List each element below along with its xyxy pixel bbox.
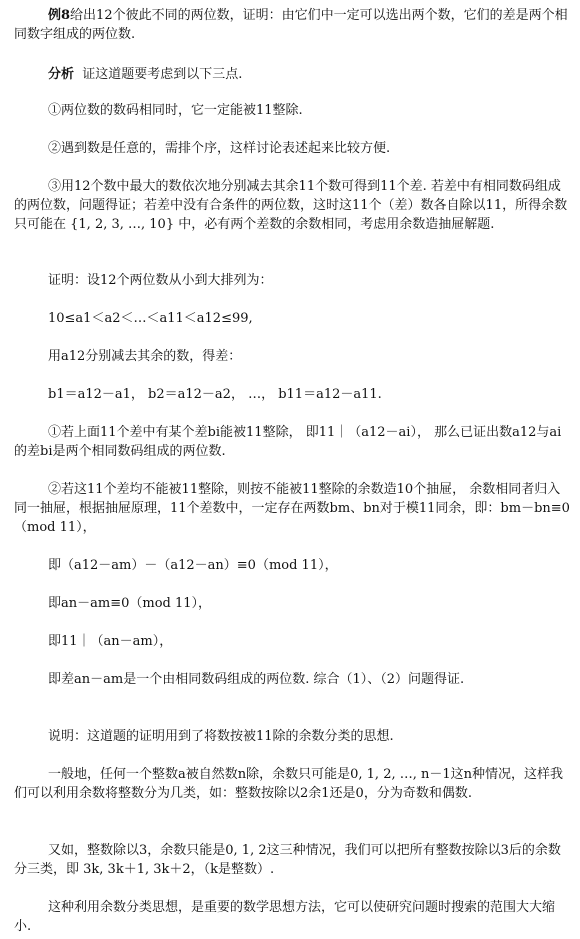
- example-paragraph: [14, 6, 570, 44]
- note-1: 说明：这道题的证明用到了将数按被11除的余数分类的思想.: [48, 729, 394, 744]
- proof-order: 10≤a1＜a2＜…＜a11＜a12≤99,: [48, 311, 253, 326]
- analysis-label: 分析: [48, 67, 75, 82]
- example-text: 给出12个彼此不同的两位数，证明：由它们中一定可以选出两个数，它们的差是两个相同数字组成的两位数.: [14, 8, 568, 42]
- proof-conclusion: 即差an－am是一个由相同数码组成的两位数. 综合（1）、（2）问题得证.: [48, 672, 465, 687]
- point-1: ①两位数的数码相同时，它一定能被11整除.: [48, 103, 303, 118]
- proof-intro: 证明：设12个两位数从小到大排列为：: [48, 273, 273, 288]
- point-2: ②遇到数是任意的，需排个序，这样讨论表述起来比较方便.: [48, 141, 391, 156]
- proof-subtract: 用a12分别减去其余的数，得差：: [48, 349, 242, 364]
- analysis-paragraph: [14, 65, 570, 84]
- proof-step-2: 即an－am≡0（mod 11），: [48, 596, 212, 611]
- proof-step-3: 即11｜（an－am），: [48, 634, 173, 649]
- note-4: 这种利用余数分类思想，是重要的数学思想方法，它可以使研究问题时搜索的范围大大缩小.: [14, 900, 556, 934]
- proof-diffs: b1＝a12－a1， b2＝a12－a2， …， b11＝a12－a11.: [48, 387, 382, 402]
- note-3: 又如，整数除以3，余数只能是0, 1, 2这三种情况，我们可以把所有整数按除以3后的余数分三类，即 3k, 3k＋1, 3k＋2，（k是整数）.: [14, 843, 561, 877]
- proof-case-2: ②若这11个差均不能被11整除，则按不能被11整除的余数造10个抽屉， 余数相同者归入同一抽屉，根据抽屉原理，11个差数中，一定存在两数bm、bn对于模11同余，即：bm－bn≡0（mod 11），: [14, 482, 570, 535]
- note-2: 一般地，任何一个整数a被自然数n除，余数只可能是0, 1, 2, …, n－1这n种情况，这样我们可以利用余数将整数分为几类，如：整数按除以2余1还是0，分为奇数和偶数.: [14, 767, 564, 801]
- example-label: 例8: [48, 8, 71, 23]
- proof-step-1: 即（a12－am）－（a12－an）≡0（mod 11），: [48, 558, 338, 573]
- analysis-text: 证这道题要考虑到以下三点.: [82, 67, 243, 82]
- proof-case-1: ①若上面11个差中有某个差bi能被11整除， 即11｜（a12－ai）， 那么已证出数a12与ai的差bi是两个相同数码组成的两位数.: [14, 425, 562, 459]
- point-3: ③用12个数中最大的数依次地分别减去其余11个数可得到11个差. 若差中有相同数码组成的两位数，问题得证；若差中没有合条件的两位数，这时这11个（差）数各自除以11，所得余数只可能在 {1, 2, 3, …, 10} 中，必有两个差数的余数相同，考虑用余数造抽屉解题.: [14, 179, 568, 232]
